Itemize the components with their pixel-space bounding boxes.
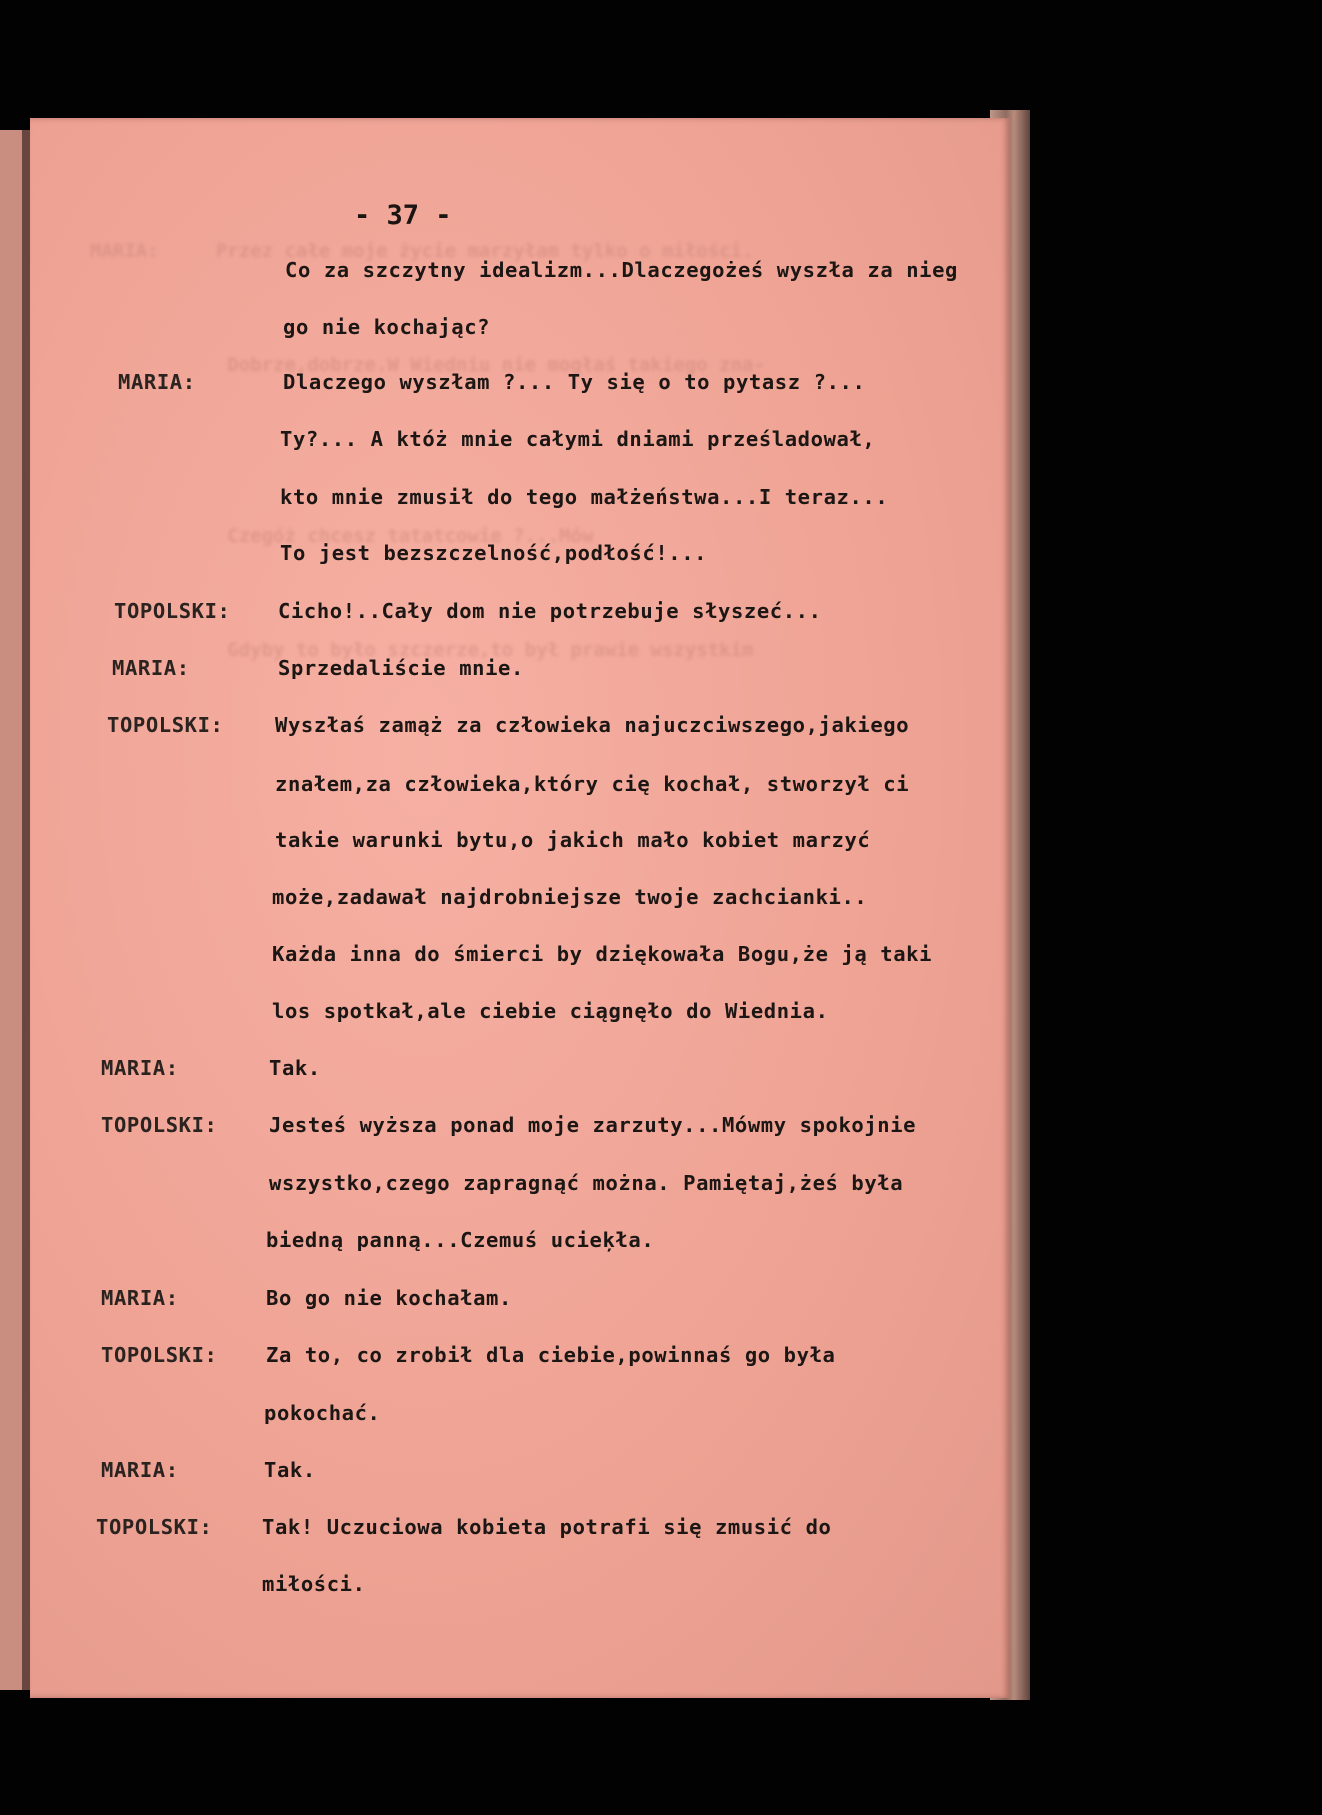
dialogue-line: Jesteś wyższa ponad moje zarzuty...Mówmy spokojnie bbox=[269, 1113, 917, 1137]
dialogue-line: kto mnie zmusił do tego małżeństwa...I teraz... bbox=[280, 485, 889, 509]
speaker-label: TOPOLSKI: bbox=[101, 1343, 218, 1367]
speaker-label: TOPOLSKI: bbox=[107, 713, 224, 737]
dialogue-line: może,zadawał najdrobniejsze twoje zachcianki.. bbox=[272, 885, 868, 909]
speaker-label: MARIA: bbox=[118, 370, 196, 394]
bleed-through-text: MARIA: Przez całe moje życie marzyłam tylko o miłości. Dobrze,dobrze.W Wiedniu nie mogłaś takiego zna- Czegóż chcesz tatatcowie ?...Mów Gdyby to było szczerze,to był prawie wszystkim bbox=[90, 240, 765, 661]
dialogue-line: Bo go nie kochałam. bbox=[266, 1286, 512, 1310]
dialogue-line: To jest bezszczelność,podłość!... bbox=[280, 541, 708, 565]
dialogue-line: Ty?... A któż mnie całymi dniami prześladował, bbox=[280, 427, 876, 451]
dialogue-line: miłości. bbox=[262, 1572, 366, 1596]
dialogue-line: znałem,za człowieka,który cię kochał, stworzył ci bbox=[275, 772, 910, 796]
dialogue-line: los spotkał,ale ciebie ciągnęło do Wiednia. bbox=[272, 999, 829, 1023]
dialogue-line: go nie kochając? bbox=[283, 315, 491, 339]
speaker-label: TOPOLSKI: bbox=[101, 1113, 218, 1137]
speaker-label: TOPOLSKI: bbox=[114, 599, 231, 623]
speaker-label: MARIA: bbox=[101, 1458, 179, 1482]
dialogue-line: Tak. bbox=[264, 1458, 316, 1482]
dialogue-line: Dlaczego wyszłam ?... Ty się o to pytasz ?... bbox=[283, 370, 866, 394]
dialogue-line: biedną panną...Czemuś ucieķła. bbox=[266, 1228, 655, 1252]
speaker-label: TOPOLSKI: bbox=[96, 1515, 213, 1539]
dialogue-line: Tak. bbox=[269, 1056, 321, 1080]
page-number: - 37 - bbox=[354, 200, 452, 231]
speaker-label: MARIA: bbox=[112, 656, 190, 680]
dialogue-line: wszystko,czego zapragnąć można. Pamiętaj,żeś była bbox=[269, 1171, 904, 1195]
dialogue-line: Cicho!..Cały dom nie potrzebuje słyszeć... bbox=[278, 599, 822, 623]
dialogue-line: Wyszłaś zamąż za człowieka najuczciwszego,jakiego bbox=[275, 713, 910, 737]
dialogue-line: pokochać. bbox=[264, 1401, 381, 1425]
dialogue-line: Sprzedaliście mnie. bbox=[278, 656, 524, 680]
speaker-label: MARIA: bbox=[101, 1286, 179, 1310]
dialogue-line: Za to, co zrobił dla ciebie,powinnaś go była bbox=[266, 1343, 836, 1367]
speaker-label: MARIA: bbox=[101, 1056, 179, 1080]
book-gutter bbox=[22, 130, 30, 1690]
dialogue-line: takie warunki bytu,o jakich mało kobiet marzyć bbox=[275, 828, 871, 852]
dialogue-line: Co za szczytny idealizm...Dlaczegożeś wyszła za nieg bbox=[285, 258, 958, 282]
dialogue-line: Każda inna do śmierci by dziękowała Bogu,że ją taki bbox=[272, 942, 933, 966]
dialogue-line: Tak! Uczuciowa kobieta potrafi się zmusić do bbox=[262, 1515, 832, 1539]
